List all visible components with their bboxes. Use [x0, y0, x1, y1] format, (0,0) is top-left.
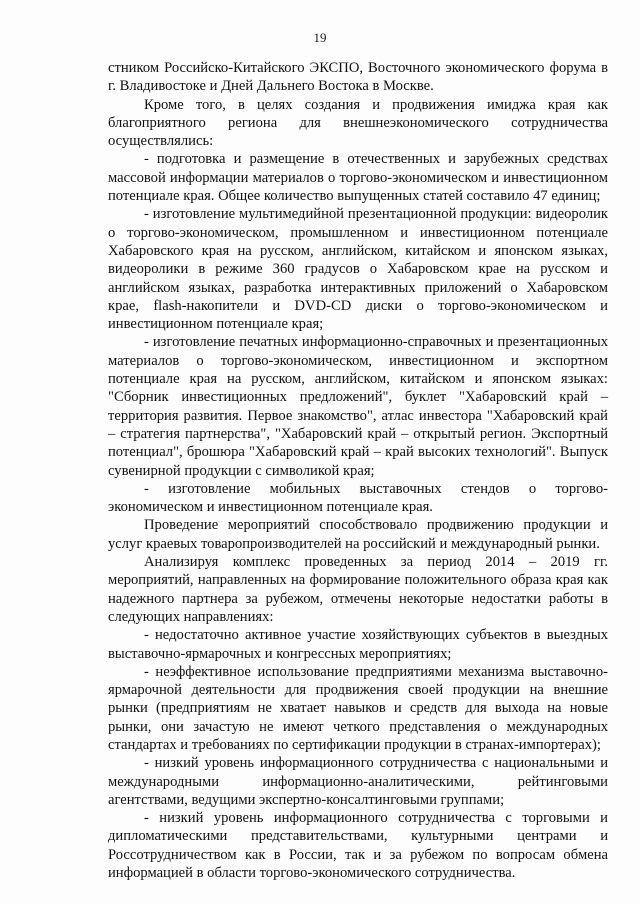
list-item-low-cooperation-agencies: - низкий уровень информационного сотрудничества с национальными и международными информационно-аналитическими, рейтинговыми агентствами, ведущими экспертно-консалтинговыми группами; [108, 755, 608, 808]
list-item-insufficient-participation: - недостаточно активное участие хозяйствующих субъектов в выездных выставочно-ярмарочных и конгрессных мероприятиях; [108, 627, 608, 662]
list-item-multimedia-production: - изготовление мультимедийной презентационной продукции: видеоролик о торгово-экономическом, промышленном и инвестиционном потенциале Хабаровского края на русском, английском, китайском и японском языках, видеоролики в режиме 360 градусов о Хабаровском крае на русском и английском языках, разработка интерактивных приложений о Хабаровском крае, flash-накопители и DVD-CD диски о торгово-экономическом и инвестиционном потенциале края; [108, 206, 608, 333]
paragraph-image-promotion-intro: Кроме того, в целях создания и продвижения имиджа края как благоприятного региона для внешнеэкономического сотрудничества осуществлялись: [108, 96, 608, 150]
document-body [108, 59, 608, 882]
list-item-ineffective-use: - неэффективное использование предприятиями механизма выставочно-ярмарочной деятельности для продвижения своей продукции на внешние рынки (предприятиям не хватает навыков и средств для выхода на новые рынки, они зачастую не имеют четкого представления о международных стандартах и требованиях по сертификации продукции в странах-импортерах); [108, 663, 608, 753]
list-item-media-materials: - подготовка и размещение в отечественных и зарубежных средствах массовой информации материалов о торгово-экономическом и инвестиционном потенциале края. Общее количество выпущенных статей составило 47 единиц; [108, 151, 608, 205]
list-item-mobile-stands: - изготовление мобильных выставочных стендов о торгово-экономическом и инвестиционном потенциале края. [108, 480, 608, 516]
page-number: 19 [313, 30, 327, 45]
paragraph-expo-continuation: стником Российско-Китайского ЭКСПО, Восточного экономического форума в г. Владивостоке и Дней Дальнего Востока в Москве. [108, 60, 608, 95]
paragraph-events-result: Проведение мероприятий способствовало продвижению продукции и услуг краевых товаропроизводителей на российский и международный рынки. [108, 517, 608, 552]
paragraph-analysis-intro: Анализируя комплекс проведенных за период 2014 – 2019 гг. мероприятий, направленных на формирование положительного образа края как надежного партнера за рубежом, отмечены некоторые недостатки работы в следующих направлениях: [108, 554, 608, 625]
list-item-low-cooperation-missions: - низкий уровень информационного сотрудничества с торговыми и дипломатическими представительствами, культурными центрами и Россотрудничеством как в России, так и за рубежом по вопросам обмена информацией в области торгово-экономического сотрудничества. [108, 810, 608, 882]
list-item-printed-materials: - изготовление печатных информационно-справочных и презентационных материалов о торгово-экономическом, инвестиционном и экспортном потенциале края на русском, английском, китайском и японском языках: "Сборник инвестиционных предложений", буклет "Хабаровский край – территория развития. Первое знакомство", атлас инвестора "Хабаровский край – стратегия партнерства", "Хабаровский край – открытый регион. Экспортный потенциал", брошюра "Хабаровский край – край высоких технологий". Выпуск сувенирной продукции с символикой края; [108, 334, 608, 479]
